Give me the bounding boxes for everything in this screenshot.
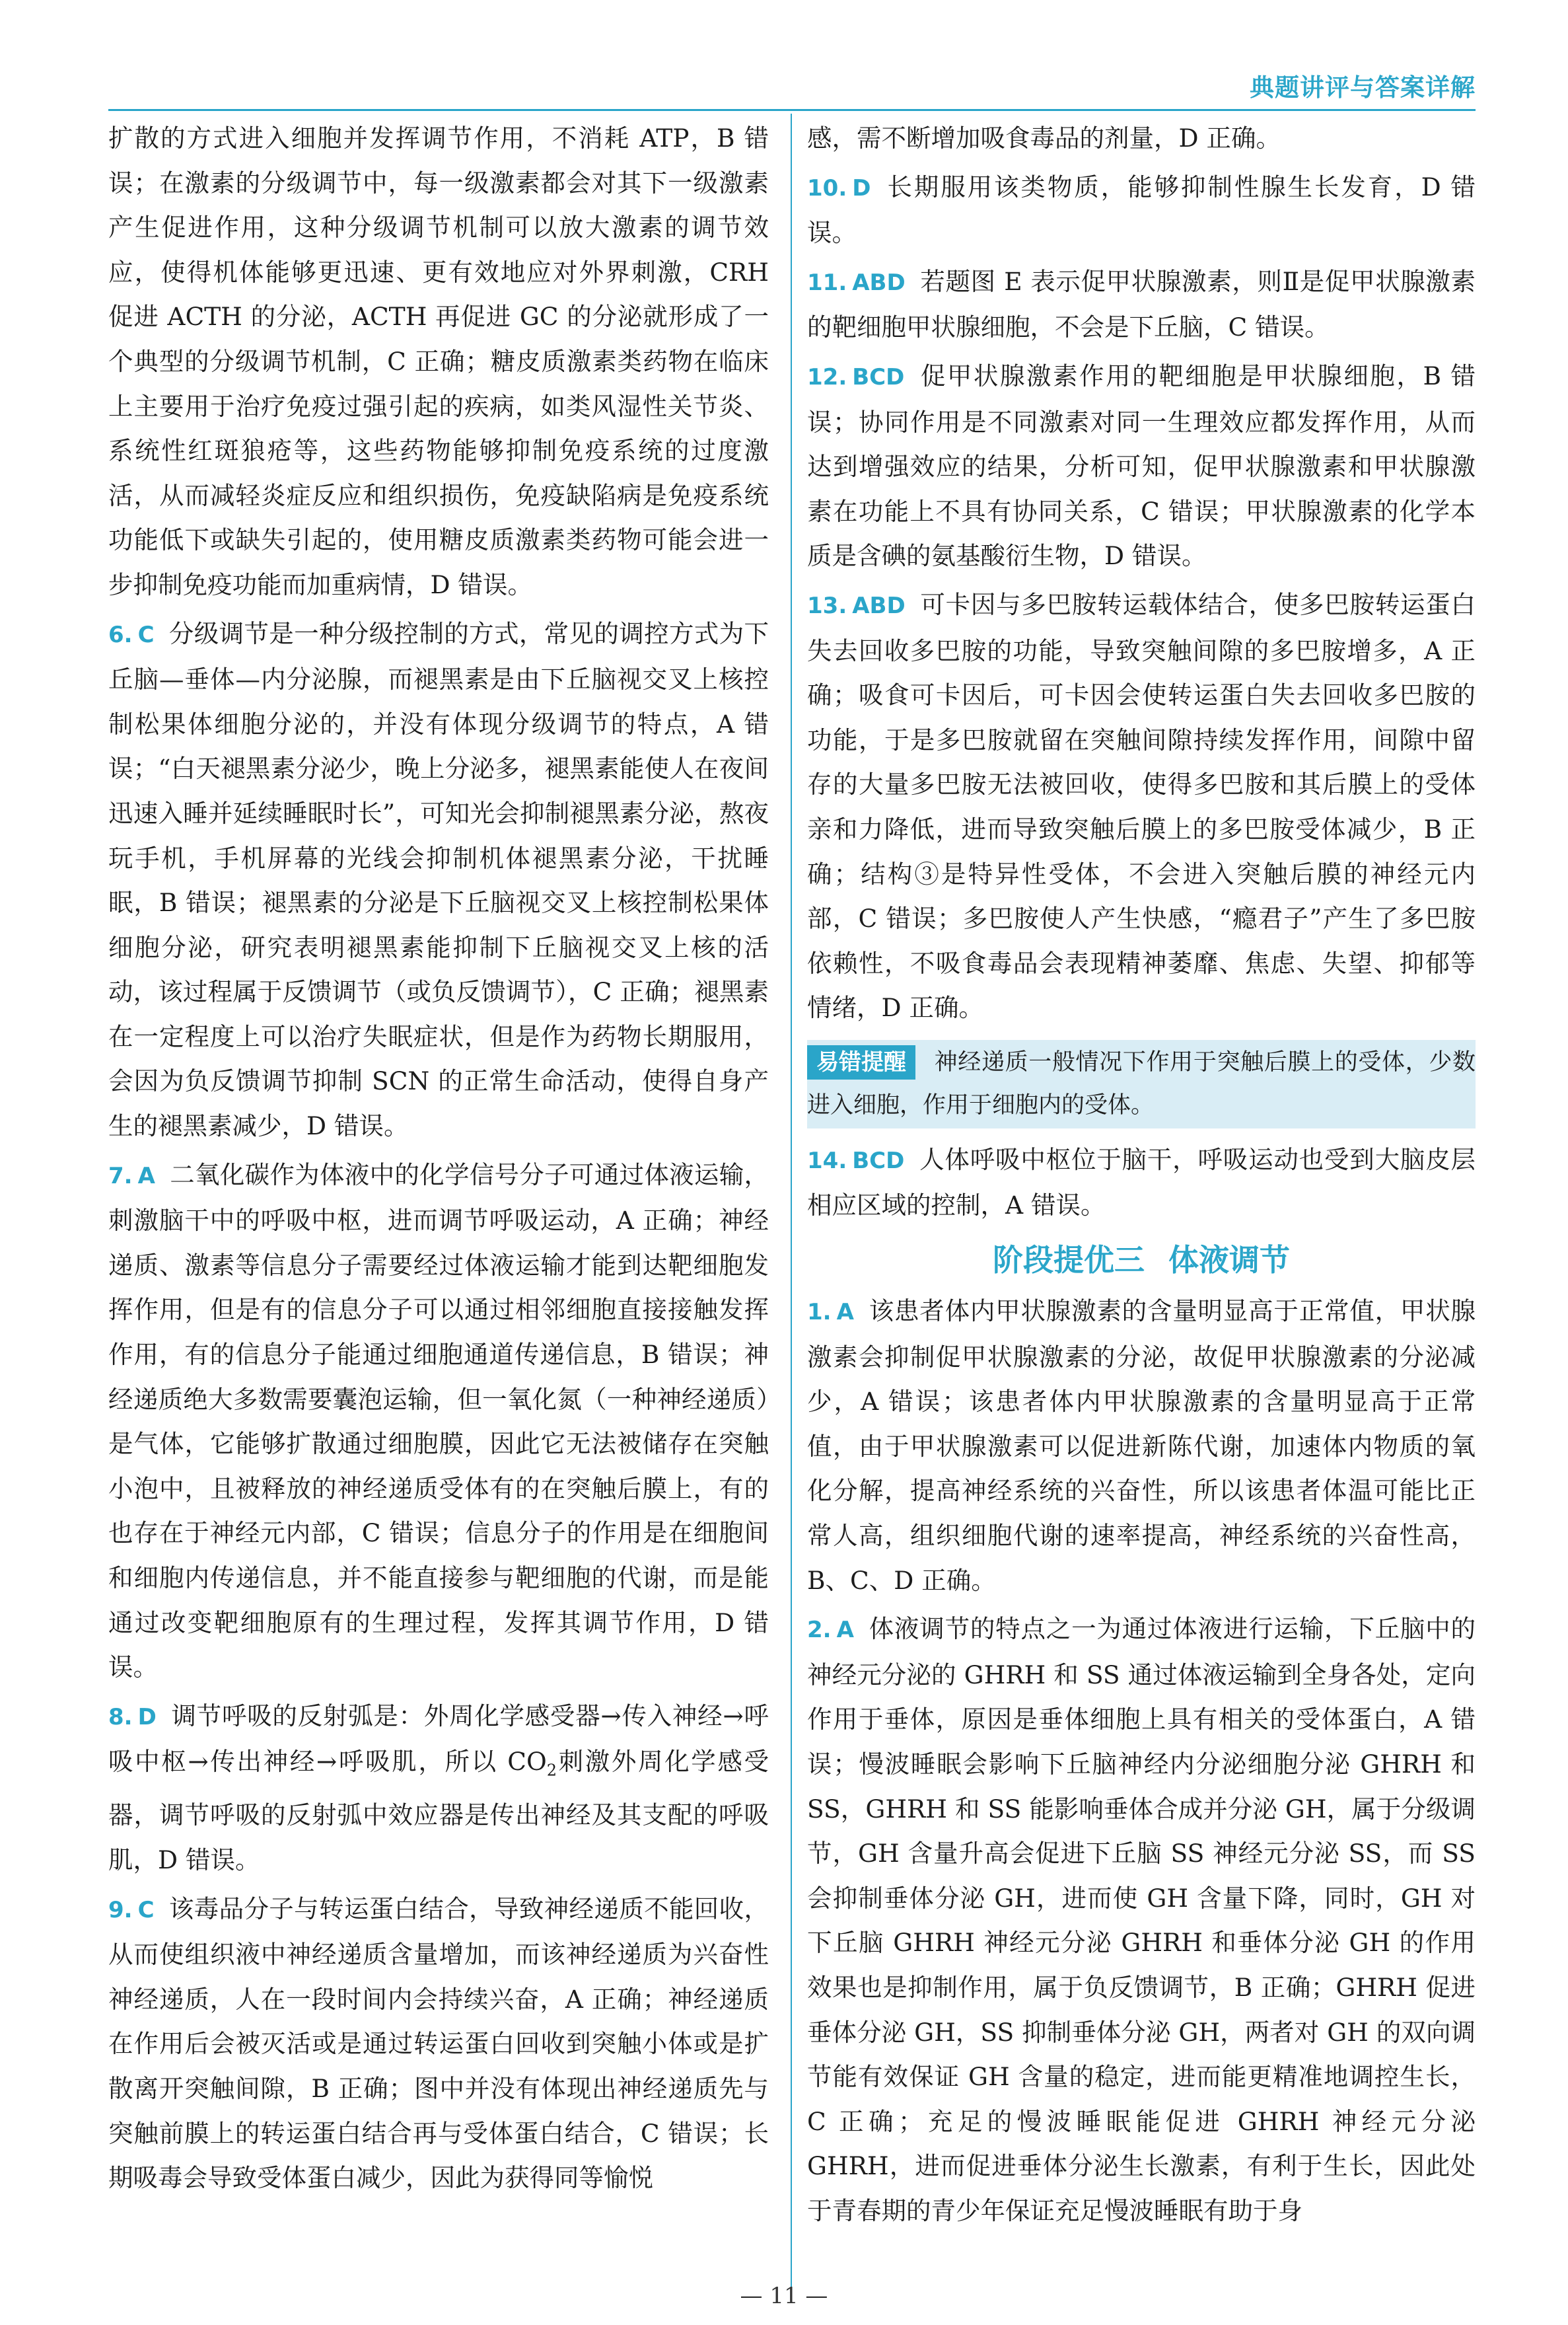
left-column — [108, 116, 769, 2290]
answer-key: D — [137, 1703, 157, 1730]
answer-key: C — [137, 621, 155, 648]
answer-paragraph — [108, 1694, 769, 1883]
answer-key: A — [836, 1617, 854, 1644]
question-number: 11. — [807, 269, 847, 296]
answer-text: 体液调节的特点之一为通过体液进行运输，下丘脑中的神经元分泌的 GHRH 和 SS 通过体液运输到全身各处，定向作用于垂体，原因是垂体细胞上具有相关的受体蛋白，A 错误；慢波睡眠会影响下丘脑神经内分泌细胞分泌 GHRH 和 SS，GHRH 和 SS 能影响垂体合成并分泌 GH，属于分级调节，GH 含量升高会促进下丘脑 SS 神经元分泌 SS，而 SS 会抑制垂体分泌 GH，进而使 GH 含量下降，同时，GH 对下丘脑 GHRH 神经元分泌 GHRH 和垂体分泌 GH 的作用效果也是抑制作用，属于负反馈调节，B 正确；GHRH 促进垂体分泌 GH，SS 抑制垂体分泌 GH，两者对 GH 的双向调节能有效保证 GH 含量的稳定，进而能更精准地调控生长，C 正确；充足的慢波睡眠能促进 GHRH 神经元分泌 GHRH，进而促进垂体分泌生长激素，有利于生长，因此处于青春期的青少年保证充足慢波睡眠有助于身 — [807, 1614, 1476, 2225]
answer-paragraph — [807, 165, 1476, 256]
answer-text: 分级调节是一种分级控制的方式，常见的调控方式为下丘脑—垂体—内分泌腺，而褪黑素是由下丘脑视交叉上核控制松果体细胞分泌的，并没有体现分级调节的特点，A 错误；“白天褪黑素分泌少，晚上分泌多，褪黑素能使人在夜间迅速入睡并延续睡眠时长”，可知光会抑制褪黑素分泌，熬夜玩手机，手机屏幕的光线会抑制机体褪黑素分泌，干扰睡眠，B 错误；褪黑素的分泌是下丘脑视交叉上核控制松果体细胞分泌，研究表明褪黑素能抑制下丘脑视交叉上核的活动，该过程属于反馈调节（或负反馈调节），C 正确；褪黑素在一定程度上可以治疗失眠症状，但是作为药物长期服用，会因为负反馈调节抑制 SCN 的正常生命活动，使得自身产生的褪黑素减少，D 错误。 — [108, 618, 769, 1141]
question-number: 13. — [807, 592, 847, 619]
section-title — [807, 1234, 1476, 1286]
answer-key: BCD — [852, 363, 905, 390]
question-number: 2. — [807, 1617, 832, 1644]
answer-text: 感，需不断增加吸食毒品的剂量，D 正确。 — [807, 124, 1281, 153]
error-tip-box — [807, 1040, 1476, 1128]
answer-paragraph — [108, 1887, 769, 2201]
question-number: 7. — [108, 1162, 133, 1189]
answer-paragraph — [807, 354, 1476, 579]
question-number: 9. — [108, 1896, 133, 1923]
answer-key: ABD — [852, 269, 906, 296]
answer-text: 长期服用该类物质，能够抑制性腺生长发育，D 错误。 — [807, 172, 1476, 248]
answer-paragraph — [807, 1289, 1476, 1603]
answer-key: BCD — [852, 1147, 905, 1174]
answer-key: A — [836, 1299, 854, 1326]
question-number: 6. — [108, 621, 133, 648]
answer-text: 促甲状腺激素作用的靶细胞是甲状腺细胞，B 错误；协同作用是不同激素对同一生理效应都发挥作用，从而达到增强效应的结果，分析可知，促甲状腺激素和甲状腺激素在功能上不具有协同关系，C 错误；甲状腺激素的化学本质是含碘的氨基酸衍生物，D 错误。 — [807, 361, 1476, 571]
answer-paragraph — [807, 1607, 1476, 2233]
answer-paragraph — [108, 612, 769, 1149]
answer-text: 调节呼吸的反射弧是：外周化学感受器→传入神经→呼吸中枢→传出神经→呼吸肌，所以 CO — [108, 1701, 769, 1777]
answer-text: 刺激外周化学感受器，调节呼吸的反射弧中效应器是传出神经及其支配的呼吸肌，D 错误。 — [108, 1747, 769, 1875]
page-number: — 11 — — [740, 2283, 828, 2309]
page-header-title: 典题讲评与答案详解 — [1250, 73, 1476, 102]
right-column — [807, 116, 1476, 2290]
answer-key: D — [852, 174, 871, 202]
subscript: 2 — [546, 1761, 557, 1780]
tip-label: 易错提醒 — [807, 1045, 915, 1080]
question-number: 1. — [807, 1299, 832, 1326]
answer-paragraph — [807, 116, 1476, 161]
question-number: 10. — [807, 174, 847, 202]
answer-paragraph — [807, 260, 1476, 350]
answer-text: 若题图 E 表示促甲状腺激素，则Ⅱ是促甲状腺激素的靶细胞甲状腺细胞，不会是下丘脑，C 错误。 — [807, 266, 1476, 342]
tip-text: 神经递质一般情况下作用于突触后膜上的受体，少数进入细胞，作用于细胞内的受体。 — [807, 1049, 1476, 1119]
question-number: 12. — [807, 363, 847, 390]
section-title-part1: 阶段提优三 — [993, 1242, 1145, 1278]
question-number: 14. — [807, 1147, 847, 1174]
answer-text: 该患者体内甲状腺激素的含量明显高于正常值，甲状腺激素会抑制促甲状腺激素的分泌，故促甲状腺激素的分泌减少，A 错误；该患者体内甲状腺激素的含量明显高于正常值，由于甲状腺激素可以促进新陈代谢，加速体内物质的氧化分解，提高神经系统的兴奋性，所以该患者体温可能比正常人高，组织细胞代谢的速率提高，神经系统的兴奋性高，B、C、D 正确。 — [807, 1296, 1476, 1595]
answer-text: 二氧化碳作为体液中的化学信号分子可通过体液运输，刺激脑干中的呼吸中枢，进而调节呼吸运动，A 正确；神经递质、激素等信息分子需要经过体液运输才能到达靶细胞发挥作用，但是有的信息分子可以通过相邻细胞直接接触发挥作用，有的信息分子能通过细胞通道传递信息，B 错误；神经递质绝大多数需要囊泡运输，但一氧化氮（一种神经递质）是气体，它能够扩散通过细胞膜，因此它无法被储存在突触小泡中，且被释放的神经递质受体有的在突触后膜上，有的也存在于神经元内部，C 错误；信息分子的作用是在细胞间和细胞内传递信息，并不能直接参与靶细胞的代谢，而是能通过改变靶细胞原有的生理过程，发挥其调节作用，D 错误。 — [108, 1160, 769, 1682]
answer-key: A — [137, 1162, 155, 1189]
answer-paragraph — [807, 1138, 1476, 1228]
answer-paragraph — [108, 1153, 769, 1690]
answer-text: 扩散的方式进入细胞并发挥调节作用，不消耗 ATP，B 错误；在激素的分级调节中，每一级激素都会对其下一级激素产生促进作用，这种分级调节机制可以放大激素的调节效应，使得机体能够更迅速、更有效地应对外界刺激，CRH 促进 ACTH 的分泌，ACTH 再促进 GC 的分泌就形成了一个典型的分级调节机制，C 正确；糖皮质激素类药物在临床上主要用于治疗免疫过强引起的疾病，如类风湿性关节炎、系统性红斑狼疮等，这些药物能够抑制免疫系统的过度激活，从而减轻炎症反应和组织损伤，免疫缺陷病是免疫系统功能低下或缺失引起的，使用糖皮质激素类药物可能会进一步抑制免疫功能而加重病情，D 错误。 — [108, 124, 769, 599]
question-number: 8. — [108, 1703, 133, 1730]
answer-text: 该毒品分子与转运蛋白结合，导致神经递质不能回收，从而使组织液中神经递质含量增加，而该神经递质为兴奋性神经递质，人在一段时间内会持续兴奋，A 正确；神经递质在作用后会被灭活或是通过转运蛋白回收到突触小体或是扩散离开突触间隙，B 正确；图中并没有体现出神经递质先与突触前膜上的转运蛋白结合再与受体蛋白结合，C 错误；长期吸毒会导致受体蛋白减少，因此为获得同等愉悦 — [108, 1894, 769, 2193]
answer-key: ABD — [852, 592, 906, 619]
answer-text: 人体呼吸中枢位于脑干，呼吸运动也受到大脑皮层相应区域的控制，A 错误。 — [807, 1144, 1476, 1220]
answer-key: C — [137, 1896, 155, 1923]
section-title-part2: 体液调节 — [1168, 1242, 1290, 1278]
answer-paragraph — [108, 116, 769, 608]
answer-paragraph — [807, 583, 1476, 1031]
header-rule — [108, 109, 1476, 111]
column-divider — [791, 114, 792, 2294]
answer-text: 可卡因与多巴胺转运载体结合，使多巴胺转运蛋白失去回收多巴胺的功能，导致突触间隙的多巴胺增多，A 正确；吸食可卡因后，可卡因会使转运蛋白失去回收多巴胺的功能，于是多巴胺就留在突触间隙持续发挥作用，间隙中留存的大量多巴胺无法被回收，使得多巴胺和其后膜上的受体亲和力降低，进而导致突触后膜上的多巴胺受体减少，B 正确；结构③是特异性受体，不会进入突触后膜的神经元内部，C 错误；多巴胺使人产生快感，“瘾君子”产生了多巴胺依赖性，不吸食毒品会表现精神萎靡、焦虑、失望、抑郁等情绪，D 正确。 — [807, 589, 1476, 1023]
